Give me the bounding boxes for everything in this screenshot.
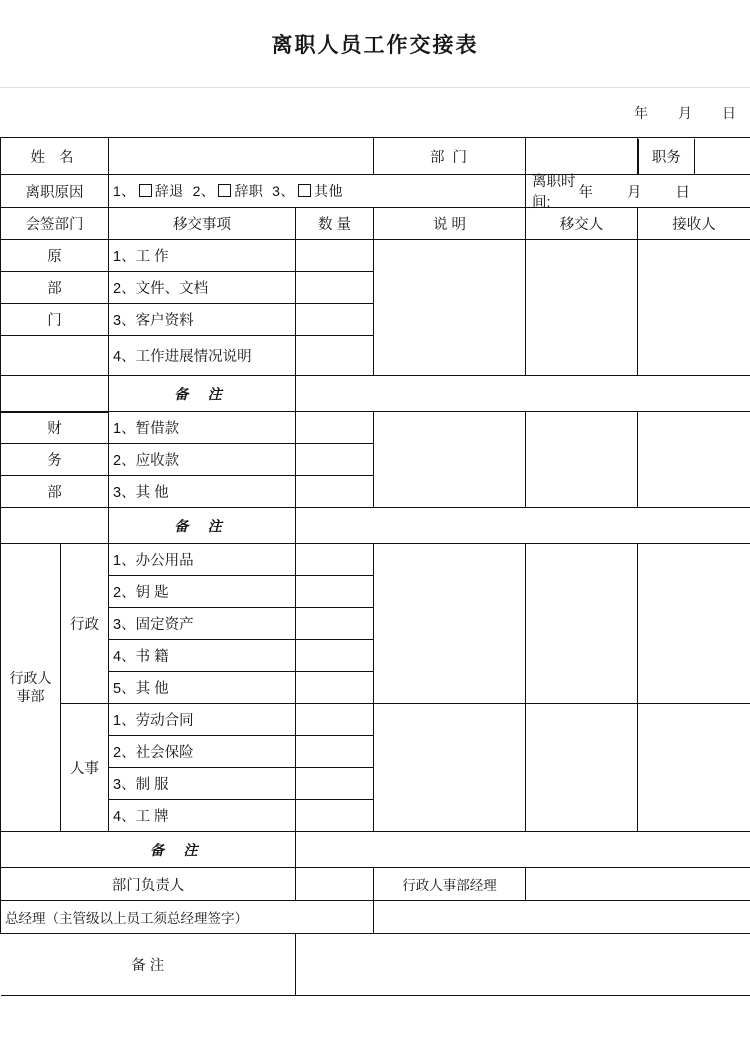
leave-reason-label: 离职原因: [1, 175, 109, 208]
item-quantity-cell[interactable]: [296, 672, 374, 704]
item-label: 3、其 他: [109, 476, 296, 508]
section-original-dept-remark-cell[interactable]: [296, 376, 750, 412]
section-admin-hr-label-line1: 行政人: [9, 670, 52, 687]
item-quantity-cell[interactable]: [296, 576, 374, 608]
item-quantity-cell[interactable]: [296, 476, 374, 508]
section-admin-hr-remark-row: [1, 832, 750, 868]
sub-block-hr-description-cell[interactable]: [374, 704, 526, 832]
remark-left-spacer: [1, 832, 61, 868]
section-original-dept-row-1: [1, 240, 750, 272]
section-original-dept-char-2: 部: [1, 272, 109, 304]
item-label: 3、固定资产: [109, 608, 296, 640]
position-label: 职务: [639, 139, 695, 174]
sub-block-admin-handover-cell[interactable]: [526, 544, 638, 704]
reason-option-2-checkbox[interactable]: [218, 184, 231, 197]
item-label: 1、办公用品: [109, 544, 296, 576]
item-quantity-cell[interactable]: [296, 272, 374, 304]
section-finance-description-cell[interactable]: [374, 412, 526, 508]
item-quantity-cell[interactable]: [296, 444, 374, 476]
item-quantity-cell[interactable]: [296, 412, 374, 444]
leave-time-month: 月: [627, 184, 642, 201]
hr-manager-label: 行政人事部经理: [374, 868, 526, 901]
department-value-cell[interactable]: [526, 138, 638, 175]
header-handover-person: 移交人: [526, 208, 638, 240]
sub-block-hr-handover-cell[interactable]: [526, 704, 638, 832]
item-quantity-cell[interactable]: [296, 768, 374, 800]
name-label: 姓 名: [1, 138, 109, 175]
item-label: 2、钥 匙: [109, 576, 296, 608]
item-label: 4、工 牌: [109, 800, 296, 832]
section-original-dept-char-1: 原: [1, 240, 109, 272]
employee-info-row: [1, 138, 750, 175]
item-label: 2、文件、文档: [109, 272, 296, 304]
item-quantity-cell[interactable]: [296, 800, 374, 832]
reason-option-2-label: 辞职: [234, 183, 264, 199]
name-value-cell[interactable]: [109, 138, 374, 175]
date-day-label: 日: [722, 104, 736, 121]
sub-block-hr-receiver-cell[interactable]: [638, 704, 750, 832]
leave-time-year: 年: [578, 184, 593, 201]
section-finance-char-3: 部: [1, 476, 109, 508]
sub-block-admin-receiver-cell[interactable]: [638, 544, 750, 704]
item-quantity-cell[interactable]: [296, 544, 374, 576]
reason-option-1-label: 辞退: [154, 183, 184, 199]
dept-head-label: 部门负责人: [1, 868, 296, 901]
header-countersign-dept: 会签部门: [1, 208, 109, 240]
item-quantity-cell[interactable]: [296, 608, 374, 640]
header-quantity: 数 量: [296, 208, 374, 240]
item-label: 1、工 作: [109, 240, 296, 272]
item-label: 3、客户资料: [109, 304, 296, 336]
item-label: 1、暂借款: [109, 412, 296, 444]
handover-form-table: [0, 137, 750, 996]
section-admin-hr-remark-cell[interactable]: [296, 832, 750, 868]
reason-option-3-label: 其他: [313, 183, 343, 199]
department-label: 部 门: [374, 138, 526, 175]
item-label: 1、劳动合同: [109, 704, 296, 736]
position-value-cell[interactable]: [694, 139, 750, 174]
header-receiver-person: 接收人: [638, 208, 750, 240]
section-original-dept-char-blank: [1, 336, 109, 376]
leave-reason-row: [1, 175, 750, 208]
remark-label: 备 注: [109, 376, 296, 412]
section-finance-remark-row: [1, 508, 750, 544]
header-items: 移交事项: [109, 208, 296, 240]
item-quantity-cell[interactable]: [296, 640, 374, 672]
header-description: 说 明: [374, 208, 526, 240]
general-manager-signature-cell[interactable]: [374, 901, 750, 934]
signature-row-2: [1, 901, 750, 934]
remark-label: 备 注: [61, 832, 296, 868]
leave-time-day: 日: [675, 184, 690, 201]
footer-remark-row: [1, 934, 750, 996]
sub-block-admin-label: 行政: [61, 544, 109, 704]
item-quantity-cell[interactable]: [296, 336, 374, 376]
date-year-label: 年: [634, 104, 648, 121]
section-original-dept-char-3: 门: [1, 304, 109, 336]
section-original-dept-remark-row: [1, 376, 750, 412]
sub-block-hr-label: 人事: [61, 704, 109, 832]
item-quantity-cell[interactable]: [296, 704, 374, 736]
general-manager-label: 总经理（主管级以上员工须总经理签字）: [1, 901, 374, 934]
section-admin-hr-label-line2: 事部: [16, 687, 45, 704]
date-month-label: 月: [678, 104, 692, 121]
item-quantity-cell[interactable]: [296, 240, 374, 272]
remark-left-spacer: [1, 376, 109, 412]
section-finance-char-1: 财: [1, 412, 109, 444]
sub-block-admin-description-cell[interactable]: [374, 544, 526, 704]
dept-head-signature-cell[interactable]: [296, 868, 374, 901]
signature-row-1: [1, 868, 750, 901]
item-label: 2、社会保险: [109, 736, 296, 768]
section-original-dept-receiver-cell[interactable]: [638, 240, 750, 376]
remark-left-spacer: [1, 508, 109, 544]
section-finance-char-2: 务: [1, 444, 109, 476]
item-label: 3、制 服: [109, 768, 296, 800]
item-label: 5、其 他: [109, 672, 296, 704]
column-header-row: [1, 208, 750, 240]
section-admin-hr-row-1: [1, 544, 750, 576]
section-finance-row-1: [1, 412, 750, 444]
title-band: [0, 0, 750, 88]
item-quantity-cell[interactable]: [296, 736, 374, 768]
section-finance-handover-cell[interactable]: [526, 412, 638, 508]
section-original-dept-handover-cell[interactable]: [526, 240, 638, 376]
hr-manager-signature-cell[interactable]: [526, 868, 750, 901]
reason-option-3-checkbox[interactable]: [298, 184, 311, 197]
reason-option-2-number: 2、: [192, 183, 216, 199]
item-quantity-cell[interactable]: [296, 304, 374, 336]
reason-option-1-number: 1、: [113, 183, 136, 199]
item-label: 4、书 籍: [109, 640, 296, 672]
footer-remark-label: 备 注: [1, 934, 296, 996]
remark-label: 备 注: [109, 508, 296, 544]
leave-time-label: 离职时间:: [532, 174, 576, 211]
item-label: 4、工作进展情况说明: [109, 336, 296, 376]
footer-remark-cell[interactable]: [296, 934, 750, 996]
date-line: [0, 88, 750, 137]
section-finance-receiver-cell[interactable]: [638, 412, 750, 508]
section-admin-hr-label: [1, 544, 61, 832]
item-label: 2、应收款: [109, 444, 296, 476]
section-admin-hr-row-6: [1, 704, 750, 736]
page-title: 离职人员工作交接表: [271, 33, 479, 57]
section-finance-remark-cell[interactable]: [296, 508, 750, 544]
reason-option-1-checkbox[interactable]: [139, 184, 152, 197]
reason-option-3-number: 3、: [272, 183, 295, 199]
section-original-dept-description-cell[interactable]: [374, 240, 526, 376]
